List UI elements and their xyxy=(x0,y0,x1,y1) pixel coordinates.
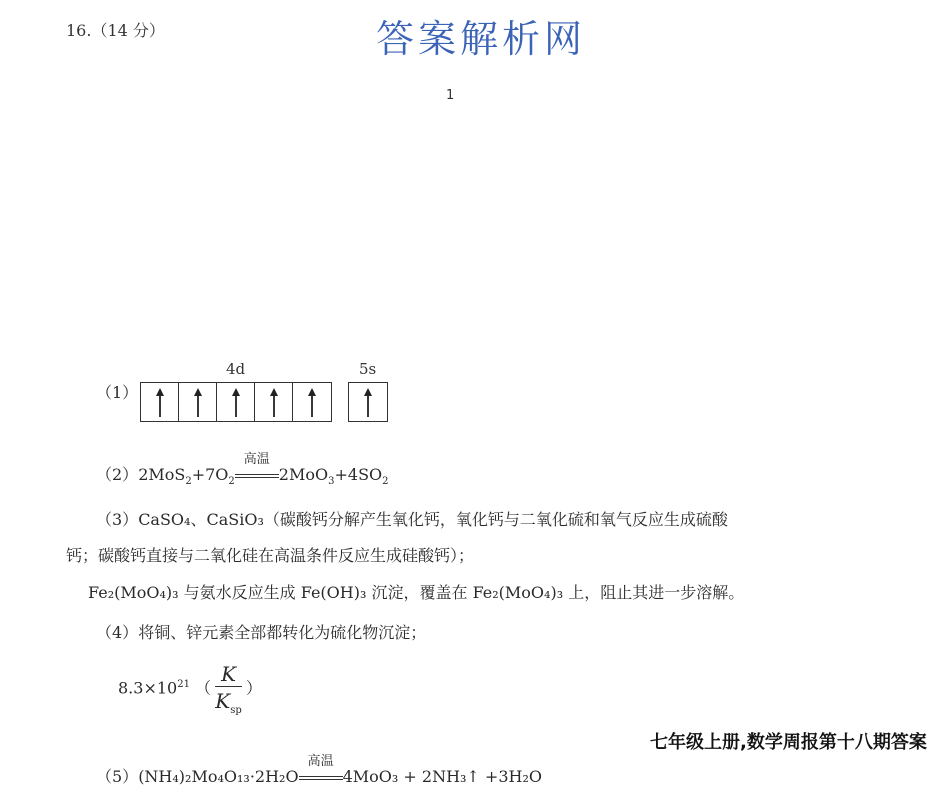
subscript: 2 xyxy=(185,476,192,488)
subscript: 2 xyxy=(382,476,389,488)
part4-line xyxy=(96,620,426,643)
orbital-box xyxy=(217,383,255,421)
part4-text: 将铜、锌元素全部都转化为硫化物沉淀； xyxy=(138,623,427,642)
part3-line2: 钙；碳酸钙直接与二氧化硅在高温条件反应生成硅酸钙）； xyxy=(66,546,475,565)
orbital-box xyxy=(255,383,293,421)
orbital-4d-boxes xyxy=(140,382,332,422)
brand-watermark-title: 答案解析网 xyxy=(376,17,587,61)
equals-bar xyxy=(235,474,279,478)
orbital-box xyxy=(349,383,387,421)
equals-bar xyxy=(299,776,343,780)
part3-line3: Fe₂(MoO₄)₃ 与氨水反应生成 Fe(OH)₃ 沉淀，覆盖在 Fe₂(MoO₄)₃ 上，阻止其进一步溶解。 xyxy=(88,583,745,602)
condition-text: 高温 xyxy=(307,754,334,769)
question-number: 16.（14 分） xyxy=(66,21,165,40)
reaction-condition xyxy=(299,754,343,786)
fraction xyxy=(215,662,242,716)
spin-up-arrow-icon xyxy=(217,383,255,421)
spin-up-arrow-icon xyxy=(349,383,387,421)
part1-label: （1） xyxy=(96,383,139,402)
part2-product-so2: +4SO xyxy=(334,465,383,484)
paren-close: ） xyxy=(246,678,263,698)
den-sub: sp xyxy=(230,705,242,716)
spin-up-arrow-icon xyxy=(293,383,331,421)
condition-text: 高温 xyxy=(243,452,270,467)
value-exponent: 21 xyxy=(177,679,190,691)
part5-equation xyxy=(96,754,542,787)
part2-reactant-mos: 2MoS xyxy=(138,465,186,484)
spin-up-arrow-icon xyxy=(179,383,217,421)
part2-label: （2） xyxy=(96,465,139,484)
part4-label: （4） xyxy=(96,623,139,642)
part5-reactant: (NH₄)₂Mo₄O₁₃·2H₂O xyxy=(138,767,299,786)
orbital-box xyxy=(141,383,179,421)
paren-open: （ xyxy=(195,678,212,698)
part2-reactant-o2: +7O xyxy=(191,465,229,484)
part3-label: （3） xyxy=(96,510,139,529)
spin-up-arrow-icon xyxy=(255,383,293,421)
part2-product-moo3: 2MoO xyxy=(278,465,329,484)
fraction-denominator xyxy=(215,687,242,716)
orbital-5s-boxes xyxy=(348,382,388,422)
reaction-condition xyxy=(235,452,279,484)
orbital-box xyxy=(179,383,217,421)
subscript: 2 xyxy=(228,476,235,488)
footer-watermark-link[interactable]: 七年级上册,数学周报第十八期答案 xyxy=(650,732,927,753)
part5-products: 4MoO₃ + 2NH₃↑ +3H₂O xyxy=(342,767,542,786)
fraction-numerator: K xyxy=(215,662,242,687)
den-k: K xyxy=(215,689,231,713)
subscript: 3 xyxy=(328,476,335,488)
orbital-5s-label: 5s xyxy=(359,360,377,378)
value-base: 8.3×10 xyxy=(118,678,178,698)
orbital-box xyxy=(293,383,331,421)
part4-value xyxy=(118,662,262,716)
part2-equation xyxy=(96,452,389,488)
part3-line1 xyxy=(96,507,728,530)
part3-text1: CaSO₄、CaSiO₃（碳酸钙分解产生氧化钙，氧化钙与二氧化硫和氧气反应生成硫酸 xyxy=(138,510,728,529)
page-number: 1 xyxy=(446,88,455,103)
orbital-4d-label: 4d xyxy=(226,360,246,378)
spin-up-arrow-icon xyxy=(141,383,179,421)
part5-label: （5） xyxy=(96,767,139,786)
